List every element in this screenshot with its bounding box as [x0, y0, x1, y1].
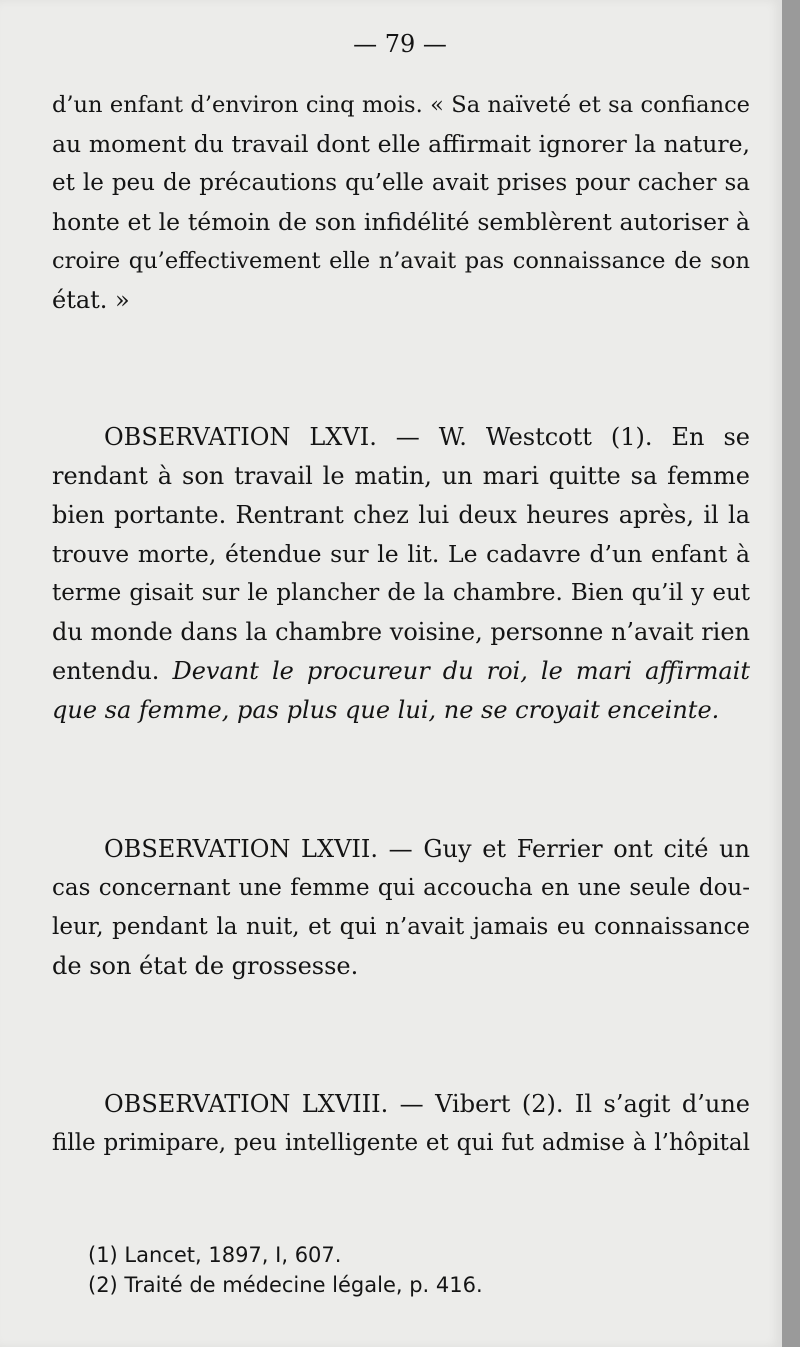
- page-edge: [782, 0, 800, 1347]
- text-line: [52, 652, 750, 691]
- footnote-2: (2) Traité de médecine légale, p. 416.: [88, 1273, 483, 1297]
- text-line: état. »: [52, 286, 130, 314]
- text-plain: entendu.: [52, 657, 160, 685]
- text-line: de son état de grossesse.: [52, 952, 359, 980]
- text-italic: que sa femme, pas plus que lui, ne se croyait enceinte.: [52, 696, 720, 724]
- text-line: au moment du travail dont elle affirmait ignorer la nature,: [52, 130, 750, 158]
- observation-heading-line: OBSERVATION LXVII. — Guy et Ferrier ont cité un: [104, 835, 750, 863]
- text-line: trouve morte, étendue sur le lit. Le cadavre d’un enfant à: [52, 540, 750, 568]
- text-line: honte et le témoin de son infidélité semblèrent autoriser à: [52, 208, 750, 236]
- observation-heading-line: OBSERVATION LXVI. — W. Westcott (1). En se: [104, 423, 750, 451]
- text-line: cas concernant une femme qui accoucha en une seule dou-: [52, 875, 750, 901]
- text-line: croire qu’effectivement elle n’avait pas connaissance de son: [52, 248, 750, 274]
- footnote-1: (1) Lancet, 1897, I, 607.: [88, 1243, 342, 1267]
- text-line: d’un enfant d’environ cinq mois. « Sa naïveté et sa confiance: [52, 92, 750, 118]
- text-line: bien portante. Rentrant chez lui deux heures après, il la: [52, 501, 750, 529]
- text-line: fille primipare, peu intelligente et qui fut admise à l’hôpital: [52, 1130, 750, 1156]
- observation-67: [52, 830, 750, 986]
- page-number: — 79 —: [353, 30, 447, 58]
- observation-66: [52, 418, 750, 730]
- paragraph-continuation: [52, 86, 750, 320]
- text-italic: Devant le procureur du roi, le mari affirmait: [172, 657, 750, 685]
- text-line: [52, 691, 750, 730]
- text-line: leur, pendant la nuit, et qui n’avait jamais eu connaissance: [52, 914, 750, 940]
- text-line: terme gisait sur le plancher de la chambre. Bien qu’il y eut: [52, 580, 750, 606]
- observation-heading-line: OBSERVATION LXVIII. — Vibert (2). Il s’agit d’une: [104, 1090, 750, 1118]
- text-line: rendant à son travail le matin, un mari quitte sa femme: [52, 462, 750, 490]
- observation-68: [52, 1085, 750, 1163]
- text-line: et le peu de précautions qu’elle avait prises pour cacher sa: [52, 170, 750, 196]
- text-line: du monde dans la chambre voisine, personne n’avait rien: [52, 618, 750, 646]
- footnotes: [88, 1240, 483, 1300]
